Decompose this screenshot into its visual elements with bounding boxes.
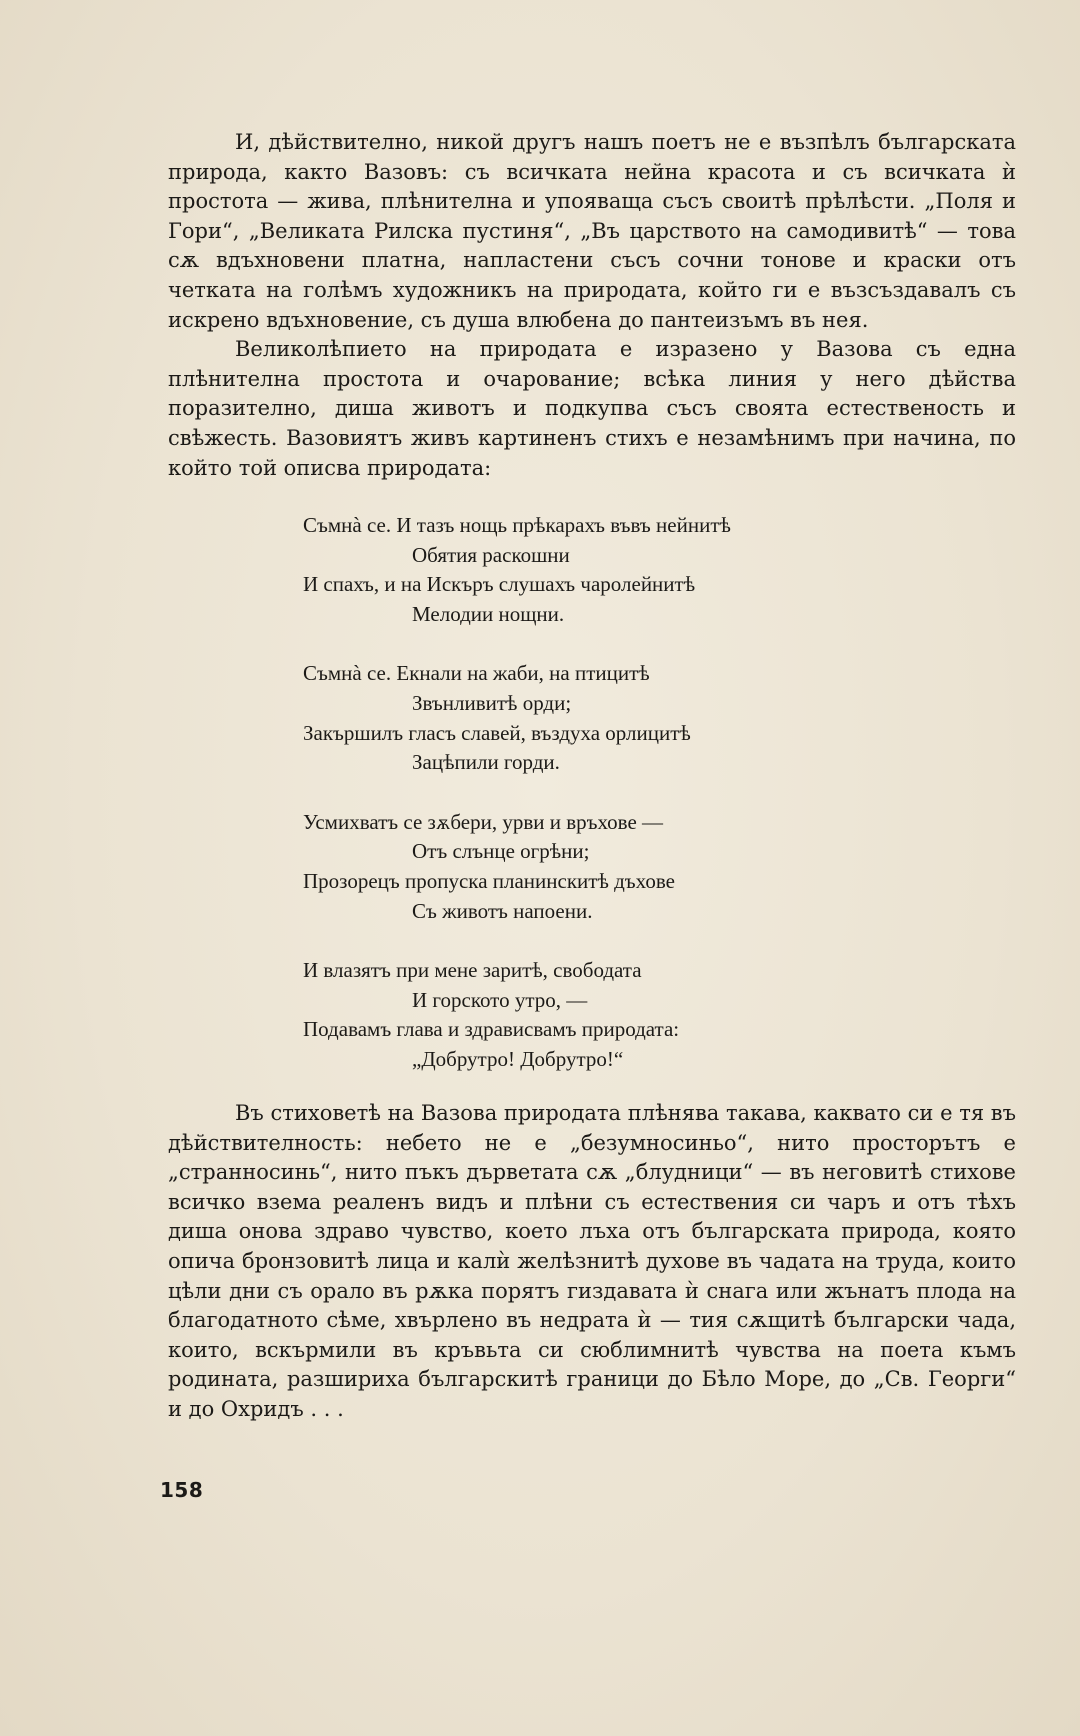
poem-line: Мелодии нощни. <box>412 601 565 626</box>
poem-line: Прозорецъ пропуска планинскитѣ дъхове <box>303 868 675 893</box>
poem-line: И спахъ, и на Искъръ слушахъ чаролейнитѣ <box>303 572 696 597</box>
poem-line: Обятия раскошни <box>412 542 570 567</box>
poem-line: И влазятъ при мене заритѣ, свободата <box>303 958 642 983</box>
poem-line: Зацѣпили горди. <box>412 750 560 775</box>
poem-line: Съмнà се. Екнали на жаби, на птицитѣ <box>303 661 650 686</box>
text-block-top <box>168 128 1016 483</box>
poem-line: Съ животъ напоени. <box>412 898 593 923</box>
poem-stanza-2 <box>303 659 903 777</box>
poem-line: Звънливитѣ орди; <box>412 690 572 715</box>
poem-stanza-4 <box>303 956 903 1074</box>
poem-stanza-1 <box>303 511 903 629</box>
paragraph-vazov-nature: И, дѣйствително, никой другъ нашъ поетъ не е възпѣлъ българската природа, както Вазовъ: съ всичката нейна красота и съ всичката ѝ простота — жива, плѣнителна и упояваща съсъ своитѣ прѣлѣсти. „Поля и Гори“, „Великата Рилска пустиня“, „Въ царството на самодивитѣ“ — това сѫ вдъхновени платна, напластени съсъ сочни тонове и краски отъ четката на голѣмъ художникъ на природата, който ги е възсъздавалъ съ искрено вдъхновение, съ душа влюбена до пантеизъмъ въ нея. <box>168 130 1016 332</box>
paragraph-vazov-verses: Въ стиховетѣ на Вазова природата плѣнява такава, каквато си е тя въ дѣйствителность: небето не е „безумносиньо“, нито просторътъ е „странносинь“, нито пъкъ дърветата сѫ „блудници“ — въ неговитѣ стихове всичко взема реаленъ видъ и плѣни съ естествения си чаръ и отъ тѣхъ диша онова здраво чувство, което лъха отъ българската природа, която опича бронзовитѣ лица и калѝ желѣзнитѣ духове въ чадата на труда, които цѣли дни съ орало въ рѫка порятъ гиздавата ѝ снага или жънатъ плода на благодатното сѣме, хвърлено въ недрата ѝ — тия сѫщитѣ български чада, които, вскърмили въ кръвьта си сюблимнитѣ чувства на поета къмъ родината, разшириха българскитѣ граници до Бѣло Море, до „Св. Георги“ и до Охридъ . . . <box>168 1101 1016 1421</box>
page-number: 158 <box>160 1478 204 1502</box>
poem-line: И горското утро, — <box>412 987 588 1012</box>
poem-line: Закършилъ гласъ славей, въздуха орлицитѣ <box>303 720 691 745</box>
poem-line: „Добрутро! Добрутро!“ <box>412 1046 624 1071</box>
poem-line: Подавамъ глава и здрависвамъ природата: <box>303 1017 680 1042</box>
poem-stanza-3 <box>303 808 903 926</box>
text-block-bottom <box>168 1099 1016 1425</box>
paragraph-magnificence: Великолѣпието на природата е изразено у Вазова съ една плѣнителна простота и очарование; всѣка линия у него дѣйства поразително, диша животъ и подкупва съсъ своята естественость и свѣжесть. Вазовиятъ живъ картиненъ стихъ е незамѣнимъ при начина, по който той описва природата: <box>168 337 1016 480</box>
poem-line: Отъ слънце огрѣни; <box>412 839 590 864</box>
poem-line: Съмнà се. И тазъ нощь прѣкарахъ въвъ нейнитѣ <box>303 513 731 537</box>
poem-line: Усмихватъ се зѫбери, урви и връхове — <box>303 809 664 834</box>
poem-quote <box>303 511 903 1075</box>
